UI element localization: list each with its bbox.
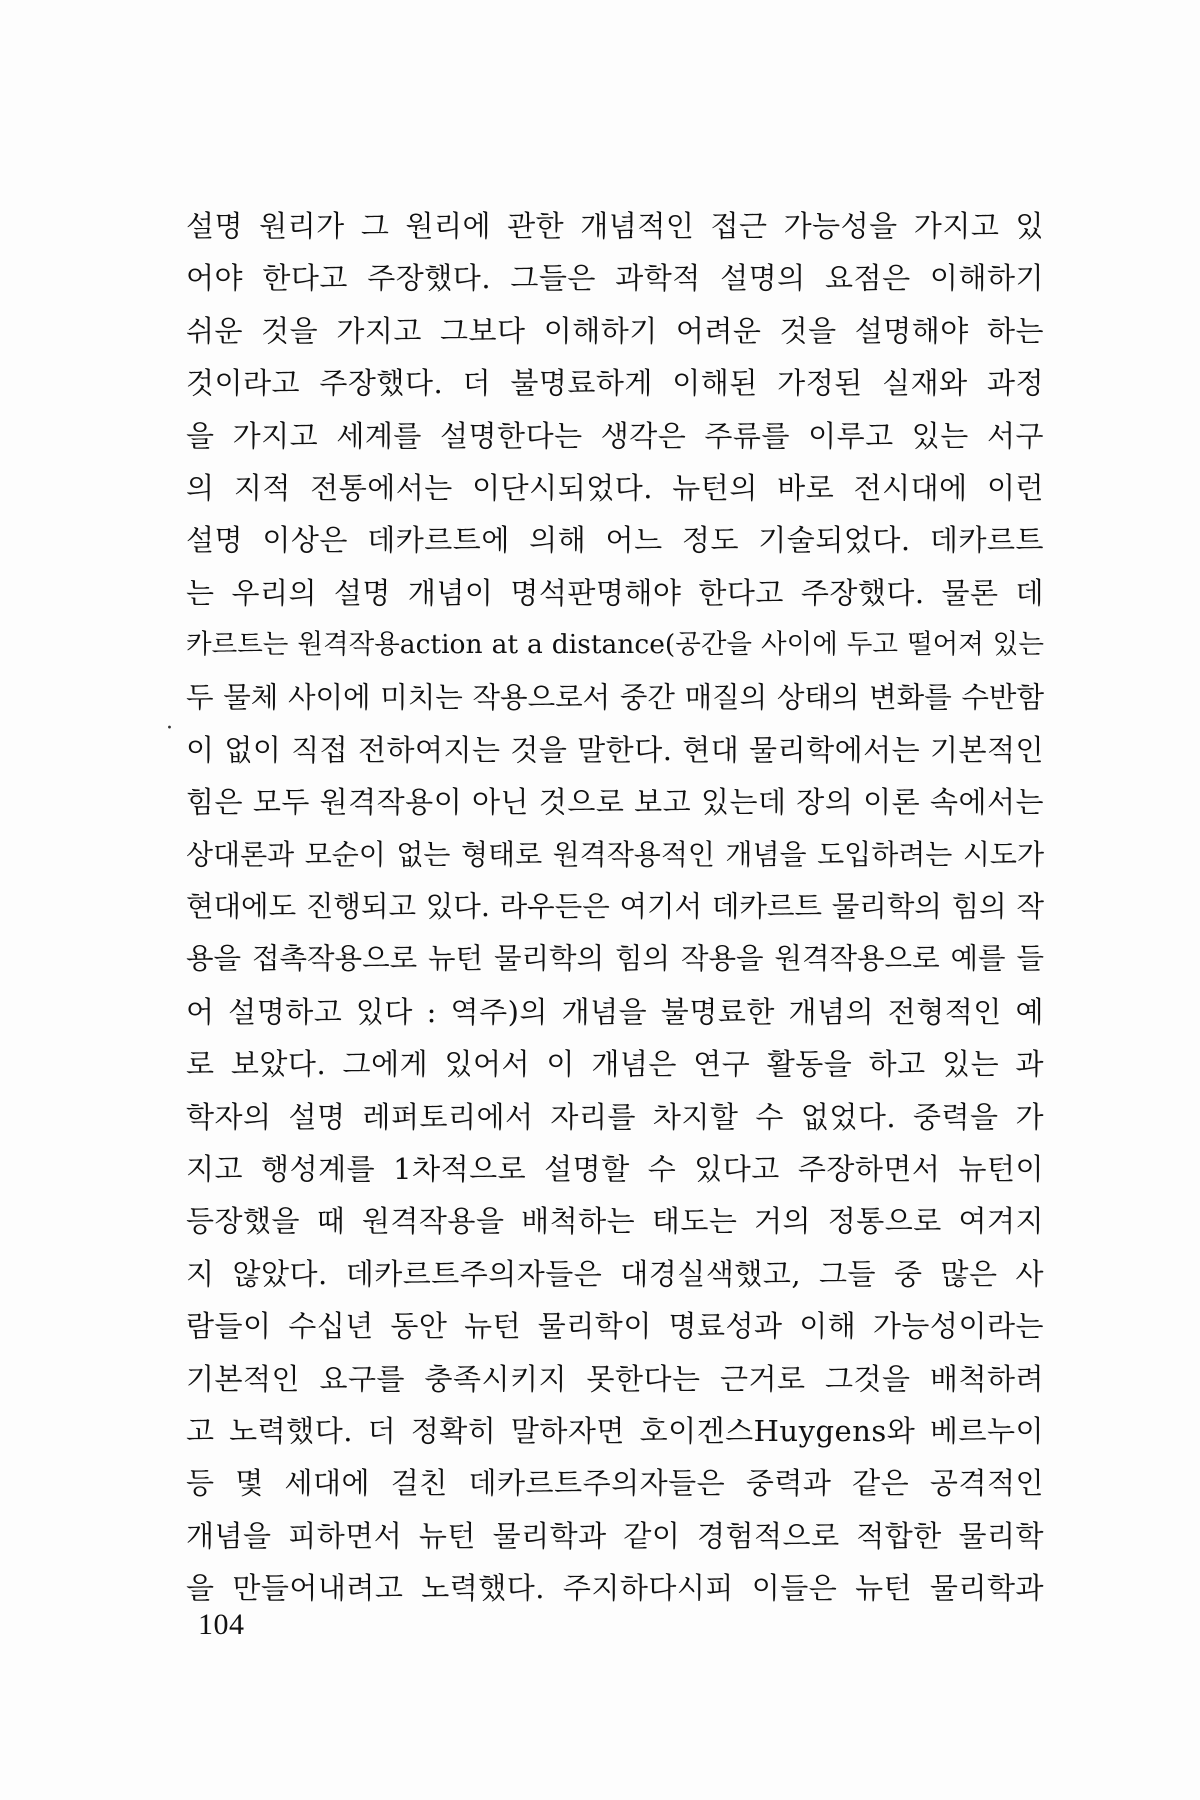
margin-mark: · (166, 716, 173, 741)
text-line: 두 물체 사이에 미치는 작용으로서 중간 매질의 상태의 변화를 수반함 (186, 680, 1044, 714)
text-line: 쉬운 것을 가지고 그보다 이해하기 어려운 것을 설명해야 하는 (186, 313, 1044, 348)
text-line: 현대에도 진행되고 있다. 라우든은 여기서 데카르트 물리학의 힘의 작 (186, 890, 1044, 924)
text-line: 학자의 설명 레퍼토리에서 자리를 차지할 수 없었다. 중력을 가 (186, 1099, 1044, 1134)
text-line: 을 만들어내려고 노력했다. 주지하다시피 이들은 뉴턴 물리학과 (186, 1571, 1044, 1606)
text-line: 어 설명하고 있다 : 역주)의 개념을 불명료한 개념의 전형적인 예 (186, 994, 1044, 1029)
text-line: 설명 원리가 그 원리에 관한 개념적인 접근 가능성을 가지고 있 (186, 209, 1044, 243)
text-line: 이 없이 직접 전하여지는 것을 말한다. 현대 물리학에서는 기본적인 (186, 732, 1044, 767)
text-line: 용을 접촉작용으로 뉴턴 물리학의 힘의 작용을 원격작용으로 예를 들 (186, 942, 1044, 976)
page-number: 104 (198, 1608, 245, 1641)
text-line: 의 지적 전통에서는 이단시되었다. 뉴턴의 바로 전시대에 이런 (186, 470, 1044, 505)
text-line: 설명 이상은 데카르트에 의해 어느 정도 기술되었다. 데카르트 (186, 523, 1044, 558)
text-line: 등장했을 때 원격작용을 배척하는 태도는 거의 정통으로 여겨지 (186, 1204, 1044, 1239)
text-line: 람들이 수십년 동안 뉴턴 물리학이 명료성과 이해 가능성이라는 (186, 1309, 1044, 1344)
text-line: 로 보았다. 그에게 있어서 이 개념은 연구 활동을 하고 있는 과 (186, 1047, 1044, 1082)
text-line: 을 가지고 세계를 설명한다는 생각은 주류를 이루고 있는 서구 (186, 418, 1044, 453)
text-line: 상대론과 모순이 없는 형태로 원격작용적인 개념을 도입하려는 시도가 (186, 837, 1044, 871)
text-line: 개념을 피하면서 뉴턴 물리학과 같이 경험적으로 적합한 물리학 (186, 1518, 1044, 1553)
text-line: 고 노력했다. 더 정확히 말하자면 호이겐스Huygens와 베르누이 (186, 1413, 1044, 1448)
text-line: 지 않았다. 데카르트주의자들은 대경실색했고, 그들 중 많은 사 (186, 1256, 1044, 1291)
body-text (186, 200, 1044, 1615)
text-line: 지고 행성계를 1차적으로 설명할 수 있다고 주장하면서 뉴턴이 (186, 1152, 1044, 1187)
text-line: 것이라고 주장했다. 더 불명료하게 이해된 가정된 실재와 과정 (186, 366, 1044, 401)
text-line: 기본적인 요구를 충족시키지 못한다는 근거로 그것을 배척하려 (186, 1361, 1044, 1396)
text-line: 등 몇 세대에 걸친 데카르트주의자들은 중력과 같은 공격적인 (186, 1466, 1044, 1501)
text-line: 어야 한다고 주장했다. 그들은 과학적 설명의 요점은 이해하기 (186, 261, 1044, 296)
text-line: 카르트는 원격작용action at a distance(공간을 사이에 두고 떨어져 있는 (186, 629, 1044, 661)
text-line: 는 우리의 설명 개념이 명석판명해야 한다고 주장했다. 물론 데 (186, 575, 1044, 610)
text-line: 힘은 모두 원격작용이 아닌 것으로 보고 있는데 장의 이론 속에서는 (186, 785, 1044, 820)
